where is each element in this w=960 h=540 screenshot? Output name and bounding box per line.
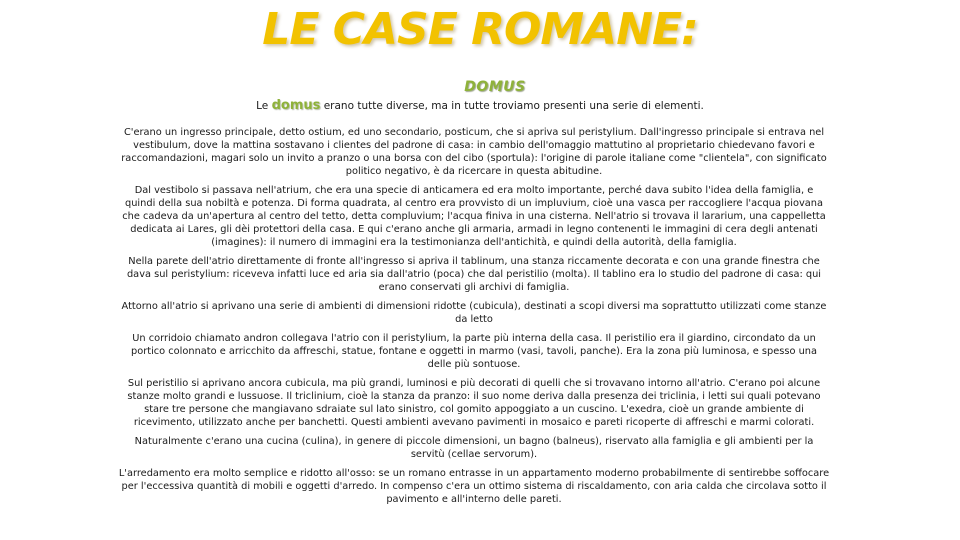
- paragraph-peristylium: Un corridoio chiamato andron collegava l'atrio con il peristylium, la parte più interna della casa. Il peristilio era il giardino, circondato da un portico colonnato e arricchito da affreschi, statue, fontane e oggetti in marmo (vasi, tavoli, panche). Era la zona più luminosa, e spesso una delle più sontuose.: [130, 333, 818, 370]
- paragraph-atrium: Dal vestibolo si passava nell'atrium, che era una specie di anticamera ed era molto importante, perché dava subito l'idea della famiglia, e quindi della sua nobiltà e potenza. Di forma quadrata, al centro era provvisto di un impluvium, cioè una vasca per raccogliere l'acqua piovana che cadeva da un'apertura al centro del tetto, detta compluvium; l'acqua finiva in una cisterna. Nell'atrio si trovava il lararium, una cappelletta dedicata ai Lares, gli dèi protettori della casa. E qui c'erano anche gli armaria, armadi in legno contenenti le immagini di cera degli antenati (imagines): il numero di immagini era la testimonianza dell'antichità, e quindi della autorità, della famiglia.: [122, 185, 826, 248]
- page-subtitle: DOMUS: [464, 79, 526, 95]
- intro-text-before: Le: [256, 100, 272, 112]
- page-title: LE CASE ROMANE:: [262, 4, 698, 55]
- paragraph-culina: Naturalmente c'erano una cucina (culina), in genere di piccole dimensioni, un bagno (balneus), riservato alla famiglia e gli ambienti per la servitù (cellae servorum).: [134, 436, 814, 460]
- paragraph-tablinum: Nella parete dell'atrio direttamente di fronte all'ingresso si apriva il tablinum, una stanza riccamente decorata e con una grande finestra che dava sul peristylium: riceveva infatti luce ed aria sia dall'atrio (poca) che dal peristilio (molta). Il tablino era lo studio del padrone di casa: qui erano conservati gli archivi di famiglia.: [126, 256, 822, 293]
- paragraph-triclinium: Sul peristilio si aprivano ancora cubicula, ma più grandi, luminosi e più decorati di quelli che si trovavano intorno all'atrio. C'erano poi alcune stanze molto grandi e lussuose. Il triclinium, cioè la stanza da pranzo: il suo nome deriva dalla presenza dei triclinia, i letti sui quali potevano stare tre persone che mangiavano sdraiate sul lato sinistro, col gomito appoggiato a un cuscino. L'exedra, cioè un grande ambiente di ricevimento, utilizzato anche per banchetti. Questi ambienti avevano pavimenti in mosaico e pareti ricoperte di affreschi e marmi colorati.: [127, 378, 821, 428]
- paragraph-cubicula: Attorno all'atrio si aprivano una serie di ambienti di dimensioni ridotte (cubicula), destinati a scopi diversi ma soprattutto utilizzati come stanze da letto: [121, 301, 827, 325]
- body-text: [118, 126, 830, 512]
- intro-text-after: erano tutte diverse, ma in tutte troviamo presenti una serie di elementi.: [320, 100, 704, 112]
- paragraph-arredamento: L'arredamento era molto semplice e ridotto all'osso: se un romano entrasse in un appartamento moderno probabilmente di sentirebbe soffocare per l'eccessiva quantità di mobili e oggetti d'arredo. In compenso c'era un ottimo sistema di riscaldamento, con aria calda che circolava sotto il pavimento e all'interno delle pareti.: [118, 468, 830, 505]
- intro-highlight-domus: domus: [271, 98, 321, 113]
- paragraph-ingresso: C'erano un ingresso principale, detto ostium, ed uno secondario, posticum, che si apriva sul peristylium. Dall'ingresso principale si entrava nel vestibulum, dove la mattina sostavano i clientes del padrone di casa: in cambio dell'omaggio mattutino al proprietario chiedevano favori e raccomandazioni, magari solo un invito a pranzo o una borsa con del cibo (sportula): l'origine di parole italiane come "clientela", con significato politico negativo, è da ricercare in questa abitudine.: [121, 127, 827, 177]
- intro-line: [0, 99, 960, 113]
